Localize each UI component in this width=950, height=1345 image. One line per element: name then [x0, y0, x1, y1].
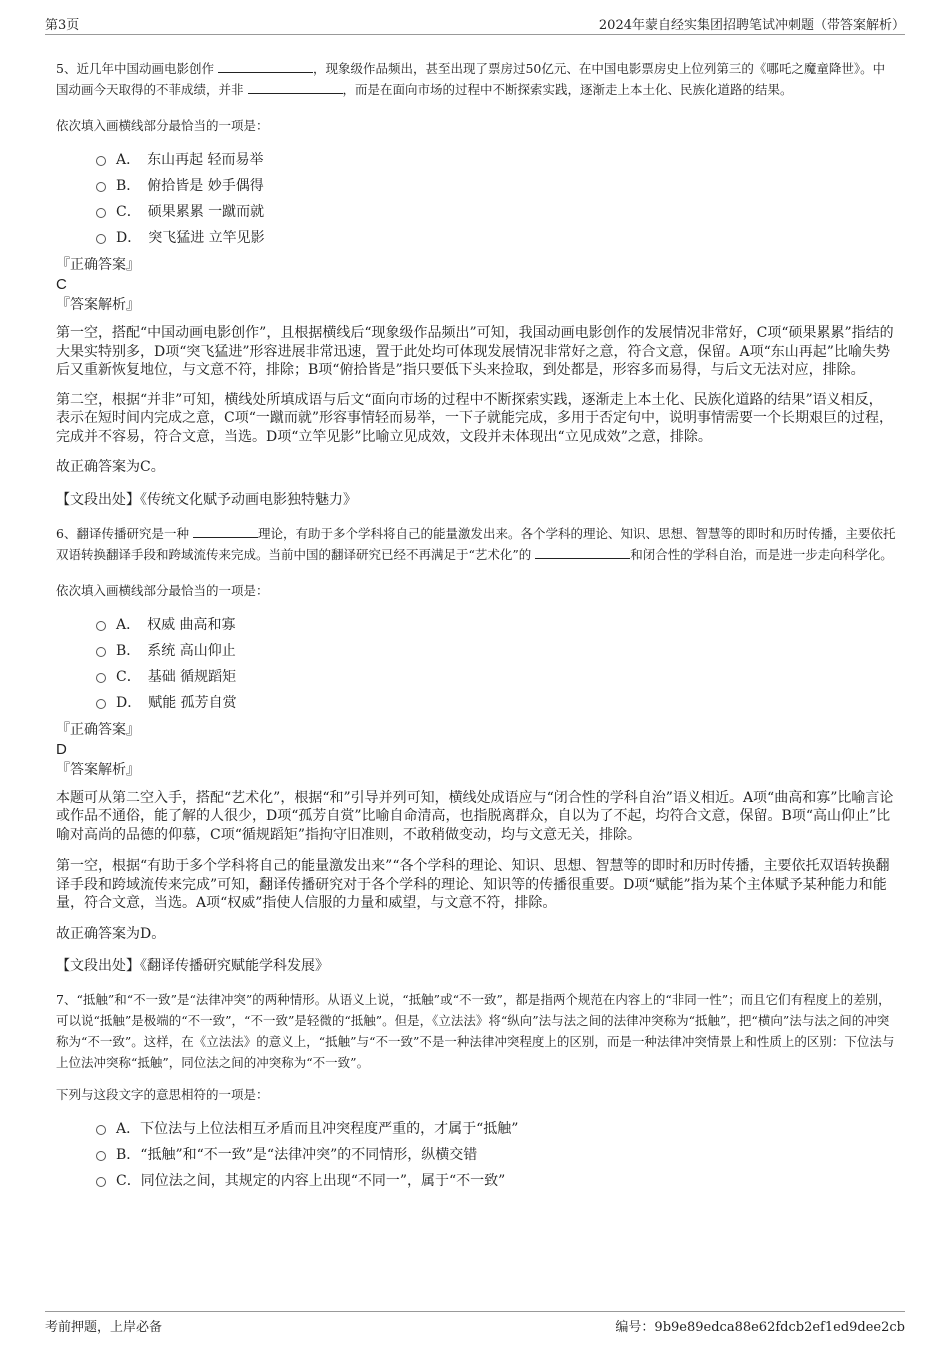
radio-icon[interactable]: [96, 156, 106, 166]
option-a[interactable]: A．下位法与上位法相互矛盾而且冲突程度严重的，才属于“抵触”: [56, 1116, 896, 1142]
option-list: [56, 1116, 896, 1194]
document-code: 编号：9b9e89edca88e62fdcb2ef1ed9dee2cb: [615, 1320, 905, 1335]
question-stem: 7、“抵触”和“不一致”是“法律冲突”的两种情形。从语义上说，“抵触”或“不一致”，都是指两个规范在内容上的“非同一性”；而且它们有程度上的差别，可以说“抵触”是极端的“不一致”，“不一致”是轻微的“抵触”。但是，《立法法》将“纵向”法与法之间的法律冲突称为“抵触”，把“横向”法与法之间的冲突称为“不一致”。这样，在《立法法》的意义上，“抵触”与“不一致”不是一种法律冲突程度上的区别，而是一种法律冲突情景上和性质上的区别：下位法与上位法冲突称“抵触”，同位法之间的冲突称为“不一致”。: [56, 992, 895, 1070]
analysis-paragraph: 第一空，根据“有助于多个学科将自己的能量激发出来”“各个学科的理论、知识、思想、智慧等的即时和历时传播，主要依托双语转换翻译手段和跨域流传来完成”可知，翻译传播研究对于各个学科的理论、知识等的传播很重要。D项“赋能”指为某个主体赋予某种能力和能量，符合文意，当选。A项“权威”指使人信服的力量和威望，与文意不符，排除。: [56, 858, 890, 911]
option-list: [56, 612, 896, 716]
answer-label: 『正确答案』: [56, 721, 140, 738]
answer-label: 『正确答案』: [56, 257, 140, 273]
option-list: [56, 147, 896, 251]
analysis-paragraph: 第一空，搭配“中国动画电影创作”，且根据横线后“现象级作品频出”可知，我国动画电影创作的发展情况非常好，C项“硕果累累”指结的大果实特别多，D项“突飞猛进”形容进展非常迅速，置于此处均可体现发展情况非常好之意，符合文意，保留。A项“东山再起”比喻失势后又重新恢复地位，与文意不符，排除；B项“俯拾皆是”指只要低下头来捡取，到处都是，形容多而易得，与后文无法对应，排除。: [56, 325, 894, 378]
question-5: [56, 58, 896, 509]
document-title: 2024年蒙自经实集团招聘笔试冲刺题（带答案解析）: [598, 18, 905, 33]
analysis-conclusion: 故正确答案为D。: [56, 925, 166, 942]
option-c[interactable]: C． 基础 循规蹈矩: [56, 664, 896, 690]
radio-icon[interactable]: [96, 1125, 106, 1135]
fill-blank: [535, 546, 630, 559]
fill-blank: [218, 60, 313, 73]
question-7: [56, 989, 896, 1194]
radio-icon[interactable]: [96, 621, 106, 631]
option-d[interactable]: D． 赋能 孤芳自赏: [56, 690, 896, 716]
radio-icon[interactable]: [96, 208, 106, 218]
option-c[interactable]: C． 硕果累累 一蹴而就: [56, 199, 896, 225]
correct-answer: D: [56, 740, 67, 758]
question-prompt: 依次填入画横线部分最恰当的一项是：: [56, 118, 269, 133]
fill-blank: [248, 81, 343, 94]
radio-icon[interactable]: [96, 647, 106, 657]
source-citation: 【文段出处】《翻译传播研究赋能学科发展》: [56, 958, 329, 974]
correct-answer: C: [56, 276, 67, 293]
analysis-paragraph: 本题可从第二空入手，搭配“艺术化”，根据“和”引导并列可知，横线处成语应与“闭合性的学科自治”语义相近。A项“曲高和寡”比喻言论或作品不通俗，能了解的人很少，D项“孤芳自赏”比喻自命清高，也指脱离群众，自以为了不起，均符合文意，保留。B项“高山仰止”比喻对高尚的品德的仰慕，C项“循规蹈矩”指拘守旧准则，不敢稍做变动，均与文意无关，排除。: [56, 789, 894, 843]
page-number: 第3页: [45, 18, 80, 33]
question-stem: 5、近几年中国动画电影创作 ，现象级作品频出，甚至出现了票房过50亿元、在中国电影票房史上位列第三的《哪吒之魔童降世》。中国动画今天取得的不菲成绩，并非 ，而是在面向市场的过程中不断探索实践，逐渐走上本土化、民族化道路的结果。: [56, 61, 886, 97]
radio-icon[interactable]: [96, 182, 106, 192]
page-footer: [45, 1311, 905, 1334]
question-stem: 6、翻译传播研究是一种 理论，有助于多个学科将自己的能量激发出来。各个学科的理论、知识、思想、智慧等的即时和历时传播，主要依托双语转换翻译手段和跨域流传来完成。当前中国的翻译研究已经不再满足于“艺术化”的 和闭合性的学科自治，而是进一步走向科学化。: [56, 525, 896, 562]
analysis-conclusion: 故正确答案为C。: [56, 459, 165, 475]
fill-blank: [193, 525, 258, 538]
radio-icon[interactable]: [96, 673, 106, 683]
option-d[interactable]: D． 突飞猛进 立竿见影: [56, 225, 896, 251]
radio-icon[interactable]: [96, 1177, 106, 1187]
option-a[interactable]: A． 东山再起 轻而易举: [56, 147, 896, 173]
question-6: [56, 523, 896, 976]
analysis-paragraph: 第二空，根据“并非”可知，横线处所填成语与后文“面向市场的过程中不断探索实践，逐渐走上本土化、民族化道路的结果”语义相反，表示在短时间内完成之意，C项“一蹴而就”形容事情轻而易举，一下子就能完成，多用于否定句中，说明事情需要一个长期艰巨的过程，完成并不容易，符合文意，当选。D项“立竿见影”比喻立见成效，文段并未体现出“立见成效”之意，排除。: [56, 391, 894, 445]
document-body: [56, 58, 896, 1194]
radio-icon[interactable]: [96, 234, 106, 244]
radio-icon[interactable]: [96, 699, 106, 709]
option-c[interactable]: C．同位法之间，其规定的内容上出现“不同一”，属于“不一致”: [56, 1168, 896, 1194]
radio-icon[interactable]: [96, 1151, 106, 1161]
question-prompt: 依次填入画横线部分最恰当的一项是：: [56, 582, 269, 598]
analysis-label: 『答案解析』: [56, 297, 140, 313]
source-citation: 【文段出处】《传统文化赋予动画电影独特魅力》: [56, 491, 357, 508]
option-b[interactable]: B．“抵触”和“不一致”是“法律冲突”的不同情形，纵横交错: [56, 1142, 896, 1168]
option-a[interactable]: A． 权威 曲高和寡: [56, 612, 896, 638]
page-header: [45, 14, 905, 35]
option-b[interactable]: B． 系统 高山仰止: [56, 638, 896, 664]
analysis-label: 『答案解析』: [56, 761, 140, 778]
question-prompt: 下列与这段文字的意思相符的一项是：: [56, 1087, 269, 1102]
footer-slogan: 考前押题，上岸必备: [45, 1320, 163, 1335]
option-b[interactable]: B． 俯拾皆是 妙手偶得: [56, 173, 896, 199]
